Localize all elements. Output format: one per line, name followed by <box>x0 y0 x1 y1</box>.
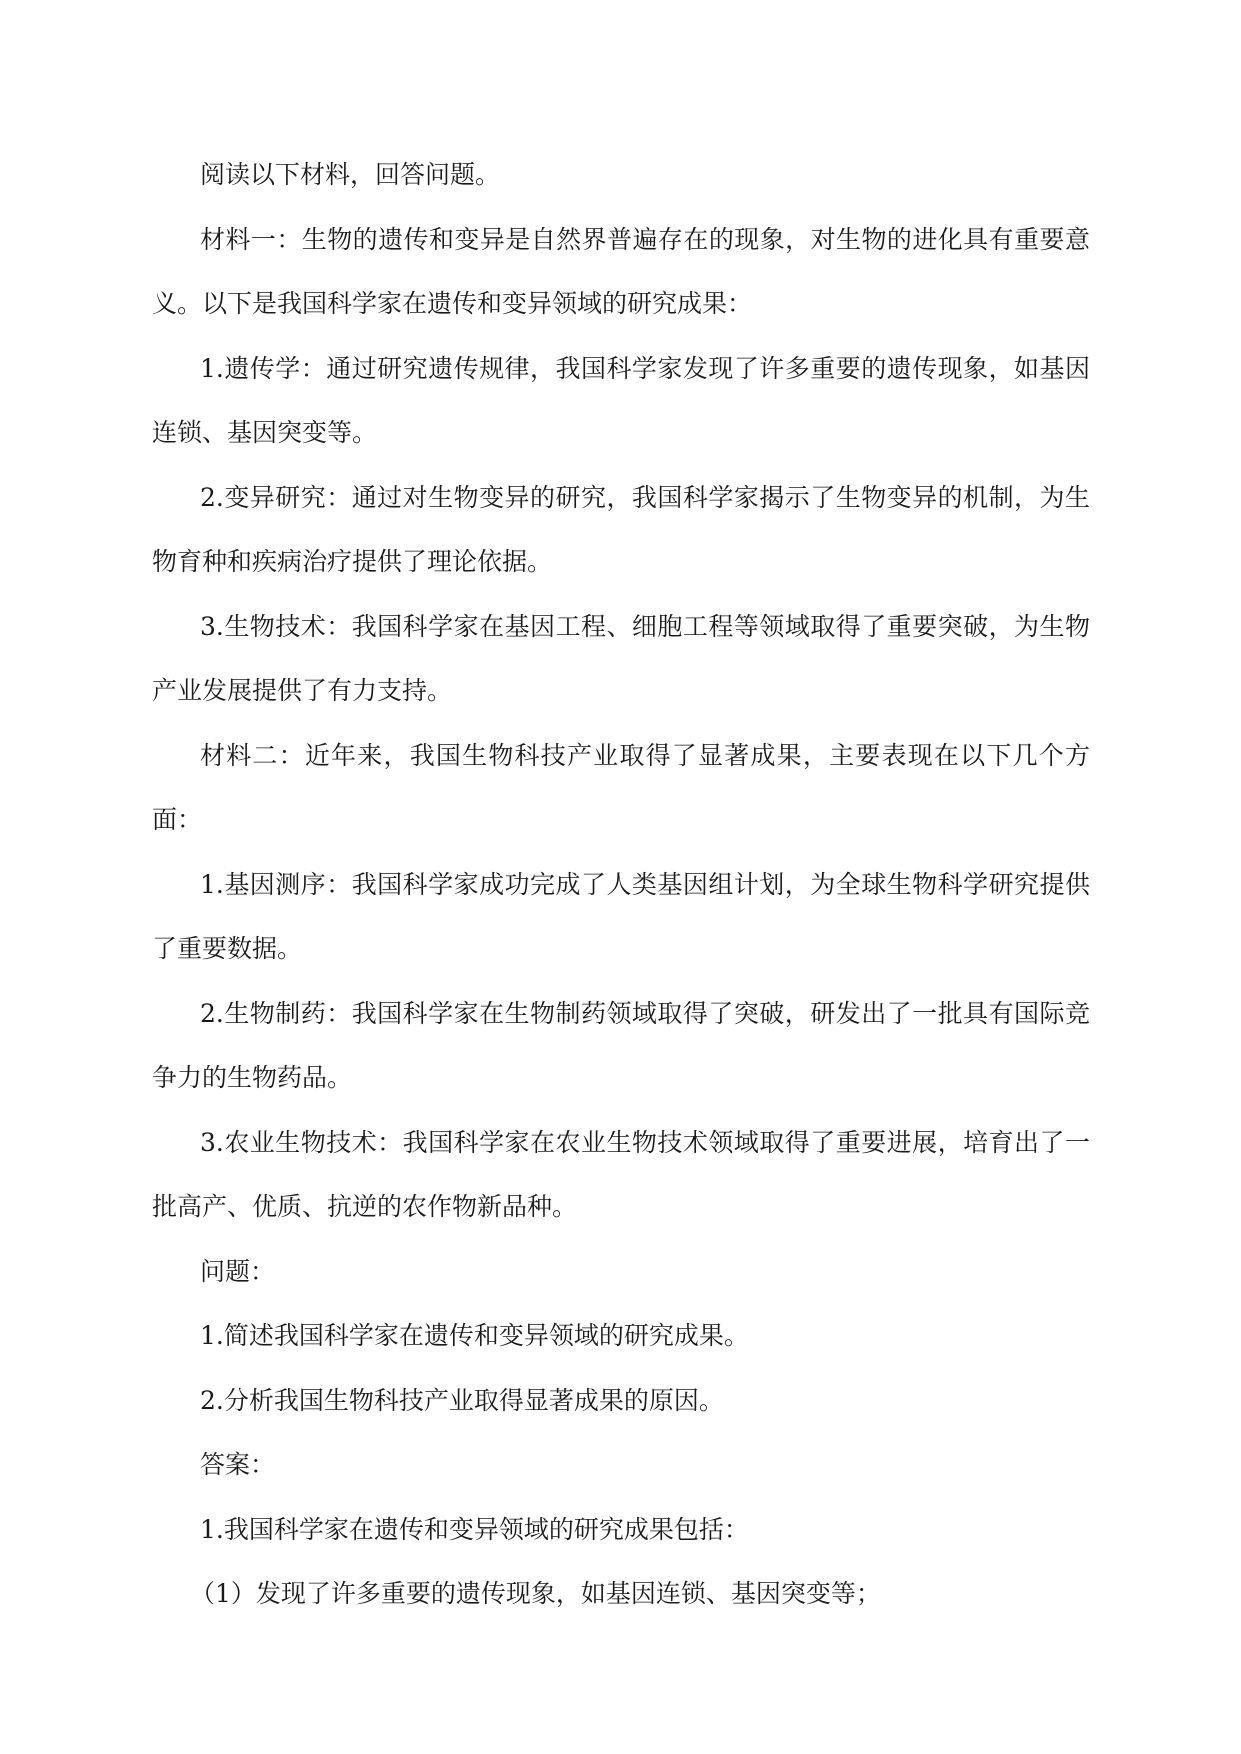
paragraph-question-2: 2.分析我国生物科技产业取得显著成果的原因。 <box>200 1385 724 1415</box>
paragraph-material-one-item-2: 2.变异研究：通过对生物变异的研究，我国科学家揭示了生物变异的机制，为生物育种和疾病治疗提供了理论依据。 <box>152 482 1090 576</box>
paragraph-instruction: 阅读以下材料，回答问题。 <box>200 160 501 189</box>
paragraph-material-one-item-1: 1.遗传学：通过研究遗传规律，我国科学家发现了许多重要的遗传现象，如基因连锁、基因突变等。 <box>152 353 1090 447</box>
paragraph-answer-1-item-1: （1）发现了许多重要的遗传现象，如基因连锁、基因突变等； <box>190 1579 881 1608</box>
paragraph-material-two-item-3: 3.农业生物技术：我国科学家在农业生物技术领域取得了重要进展，培育出了一批高产、优质、抗逆的农作物新品种。 <box>152 1127 1090 1221</box>
paragraph-material-one: 材料一：生物的遗传和变异是自然界普遍存在的现象，对生物的进化具有重要意义。以下是我国科学家在遗传和变异领域的研究成果： <box>152 224 1090 318</box>
paragraph-material-two-item-2: 2.生物制药：我国科学家在生物制药领域取得了突破，研发出了一批具有国际竞争力的生物药品。 <box>152 998 1090 1092</box>
paragraph-questions-heading: 问题： <box>200 1256 276 1286</box>
paragraph-answer-1: 1.我国科学家在遗传和变异领域的研究成果包括： <box>200 1514 749 1544</box>
paragraph-material-two: 材料二：近年来，我国生物科技产业取得了显著成果，主要表现在以下几个方面： <box>152 740 1090 834</box>
document-body <box>152 143 1090 1627</box>
paragraph-answer-heading: 答案： <box>200 1450 276 1479</box>
paragraph-material-one-item-3: 3.生物技术：我国科学家在基因工程、细胞工程等领域取得了重要突破，为生物产业发展提供了有力支持。 <box>152 611 1090 705</box>
paragraph-material-two-item-1: 1.基因测序：我国科学家成功完成了人类基因组计划，为全球生物科学研究提供了重要数据。 <box>152 869 1090 963</box>
paragraph-question-1: 1.简述我国科学家在遗传和变异领域的研究成果。 <box>200 1321 749 1350</box>
